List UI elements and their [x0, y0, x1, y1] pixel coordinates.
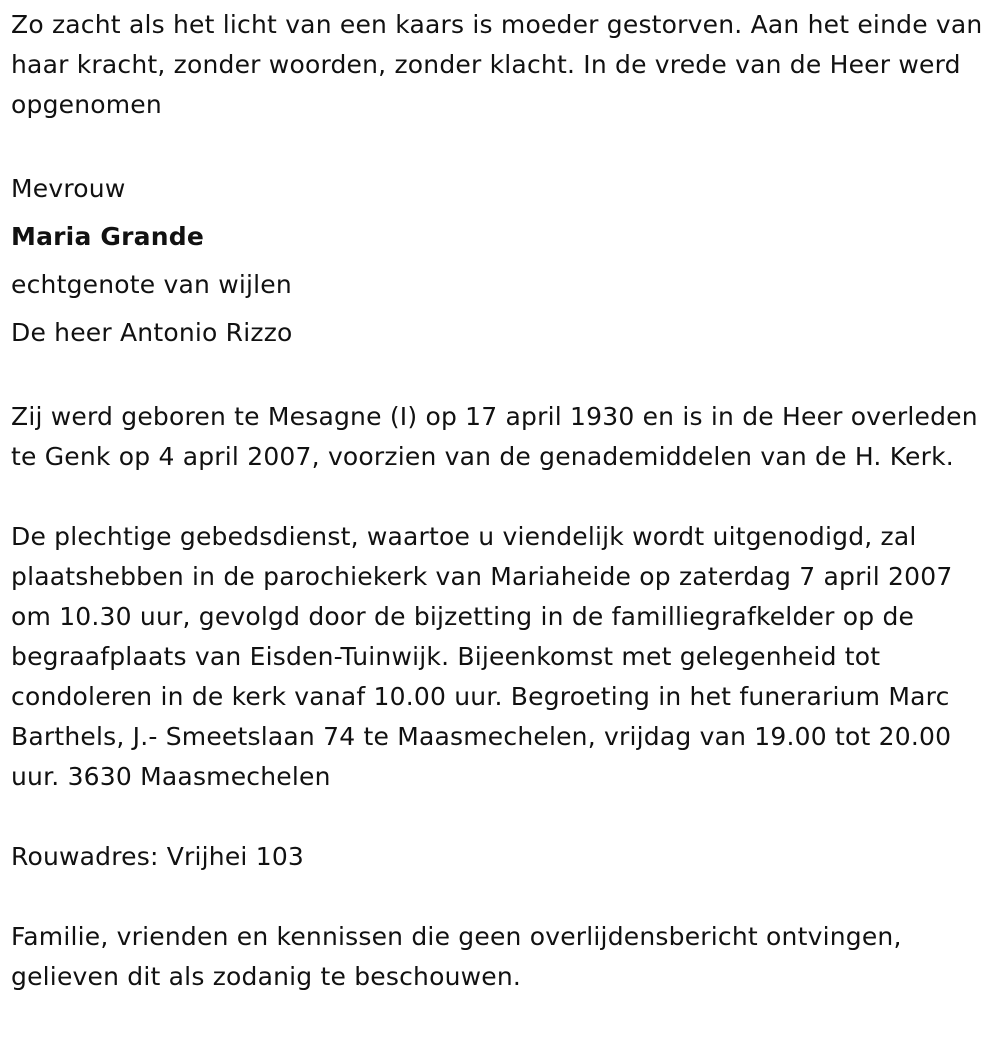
spacer [11, 797, 996, 837]
mourning-address: Rouwadres: Vrijhei 103 [11, 842, 305, 871]
service-details-paragraph: De plechtige gebedsdienst, waartoe u viendelijk wordt uitgenodigd, zal plaatshebben in de parochiekerk van Mariaheide op zaterdag 7 april 2007 om 10.30 uur, gevolgd door de bijzetting in de familliegrafkelder op de begraafplaats van Eisden-Tuinwijk. Bijeenkomst met gelegenheid tot condoleren in de kerk vanaf 10.00 uur. Begroeting in het funerarium Marc Barthels, J.- Smeetslaan 74 te Maasmechelen, vrijdag van 19.00 tot 20.00 uur. 3630 Maasmechelen [11, 522, 953, 791]
closing-note: Familie, vrienden en kennissen die geen overlijdensbericht ontvingen, gelieven dit als zodanig te beschouwen. [11, 922, 902, 991]
spacer [11, 477, 996, 517]
honorific: Mevrouw [11, 174, 126, 203]
birth-death-paragraph: Zij werd geboren te Mesagne (I) op 17 april 1930 en is in de Heer overleden te Genk op 4 april 2007, voorzien van de genademiddelen van de H. Kerk. [11, 402, 978, 471]
deceased-name: Maria Grande [11, 222, 204, 251]
spacer [11, 357, 996, 397]
obituary-notice [11, 5, 996, 997]
spacer [11, 877, 996, 917]
intro-paragraph: Zo zacht als het licht van een kaars is moeder gestorven. Aan het einde van haar kracht, zonder woorden, zonder klacht. In de vrede van de Heer werd opgenomen [11, 10, 983, 119]
spacer [11, 125, 996, 165]
spouse-name: De heer Antonio Rizzo [11, 318, 293, 347]
spouse-relation: echtgenote van wijlen [11, 270, 292, 299]
